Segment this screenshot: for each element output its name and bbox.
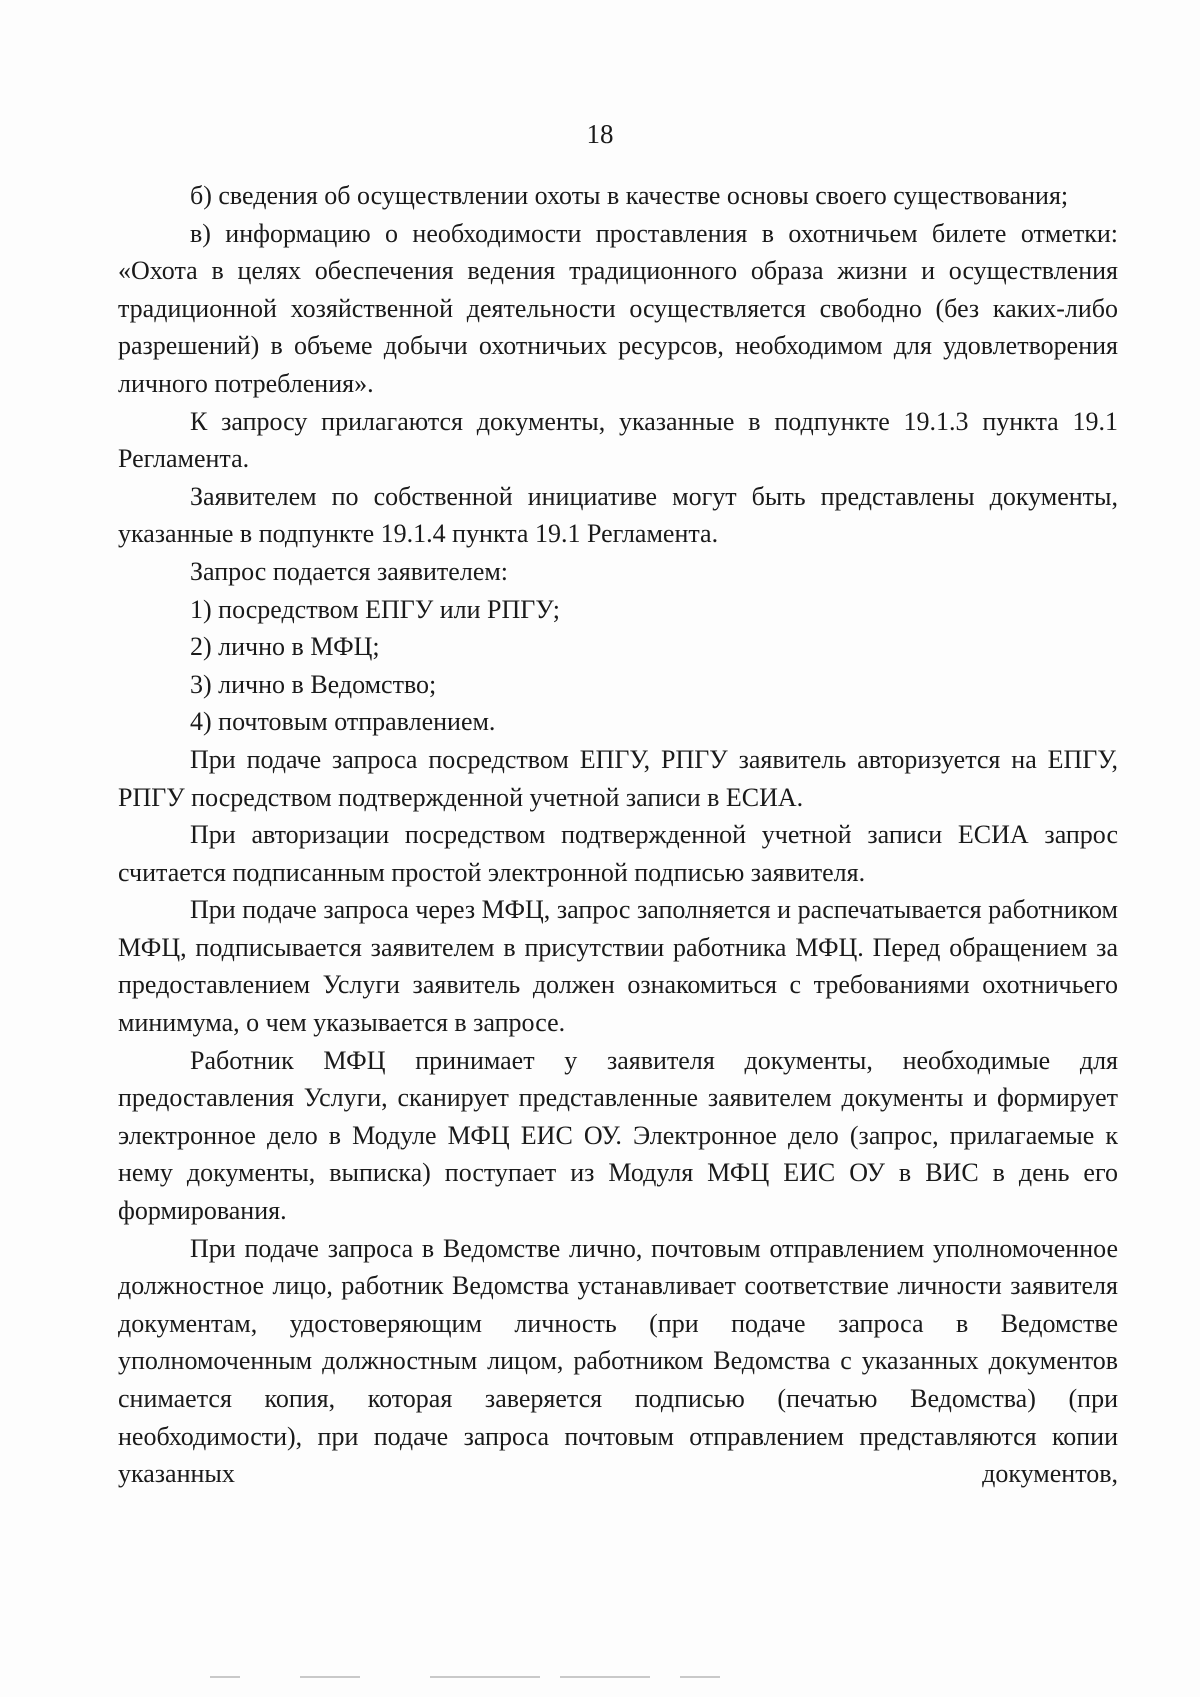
paragraph-mfc-worker: Работник МФЦ принимает у заявителя документы, необходимые для предоставления Услуги, сканирует представленные заявителем документы и формирует электронное дело в Модуле МФЦ ЕИС ОУ. Электронное дело (запрос, прилагаемые к нему документы, выписка) поступает из Модуля МФЦ ЕИС ОУ в ВИС в день его формирования.: [118, 1045, 1118, 1226]
list-item-2: 2) лично в МФЦ;: [190, 632, 380, 662]
paragraph-item-v: в) информацию о необходимости проставления в охотничьем билете отметки: «Охота в целях обеспечения ведения традиционного образа жизни и осуществления традиционной хозяйственной деятельности осуществляется свободно (без каких-либо разрешений) в объеме добычи охотничьих ресурсов, необходимом для удовлетворения личного потребления».: [118, 218, 1118, 398]
list-item-4: 4) почтовым отправлением.: [190, 707, 496, 737]
list-item-1: 1) посредством ЕПГУ или РПГУ;: [190, 594, 560, 624]
paragraph-request-submitted: Запрос подается заявителем:: [190, 556, 509, 586]
paragraph-attached-documents: К запросу прилагаются документы, указанные в подпункте 19.1.3 пункта 19.1 Регламента.: [118, 406, 1118, 474]
page-number: 18: [586, 119, 614, 149]
paragraph-epgu-authorization: При подаче запроса посредством ЕПГУ, РПГУ заявитель авторизуется на ЕПГУ, РПГУ посредством подтвержденной учетной записи в ЕСИА.: [118, 744, 1118, 812]
paragraph-esia-signature: При авторизации посредством подтвержденной учетной записи ЕСИА запрос считается подписанным простой электронной подписью заявителя.: [118, 820, 1118, 887]
scan-artifact-line: [0, 1676, 1200, 1682]
paragraph-mfc-submission: При подаче запроса через МФЦ, запрос заполняется и распечатывается работником МФЦ, подписывается заявителем в присутствии работника МФЦ. Перед обращением за предоставлением Услуги заявитель должен ознакомиться с требованиями охотничьего минимума, о чем указывается в запросе.: [118, 895, 1118, 1038]
list-item-3: 3) лично в Ведомство;: [190, 669, 437, 699]
paragraph-item-b: б) сведения об осуществлении охоты в качестве основы своего существования;: [190, 181, 1069, 210]
paragraph-own-initiative: Заявителем по собственной инициативе могут быть представлены документы, указанные в подпункте 19.1.4 пункта 19.1 Регламента.: [118, 481, 1118, 549]
document-body: [118, 177, 1118, 1493]
paragraph-agency-submission: При подаче запроса в Ведомстве лично, почтовым отправлением уполномоченное должностное лицо, работник Ведомства устанавливает соответствие личности заявителя документам, удостоверяющим личность (при подаче запроса в Ведомстве уполномоченным должностным лицом, работником Ведомства с указанных документов снимается копия, которая заверяется подписью (печатью Ведомства) (при необходимости), при подаче запроса почтовым отправлением представляются копии указанных документов,: [118, 1233, 1118, 1489]
